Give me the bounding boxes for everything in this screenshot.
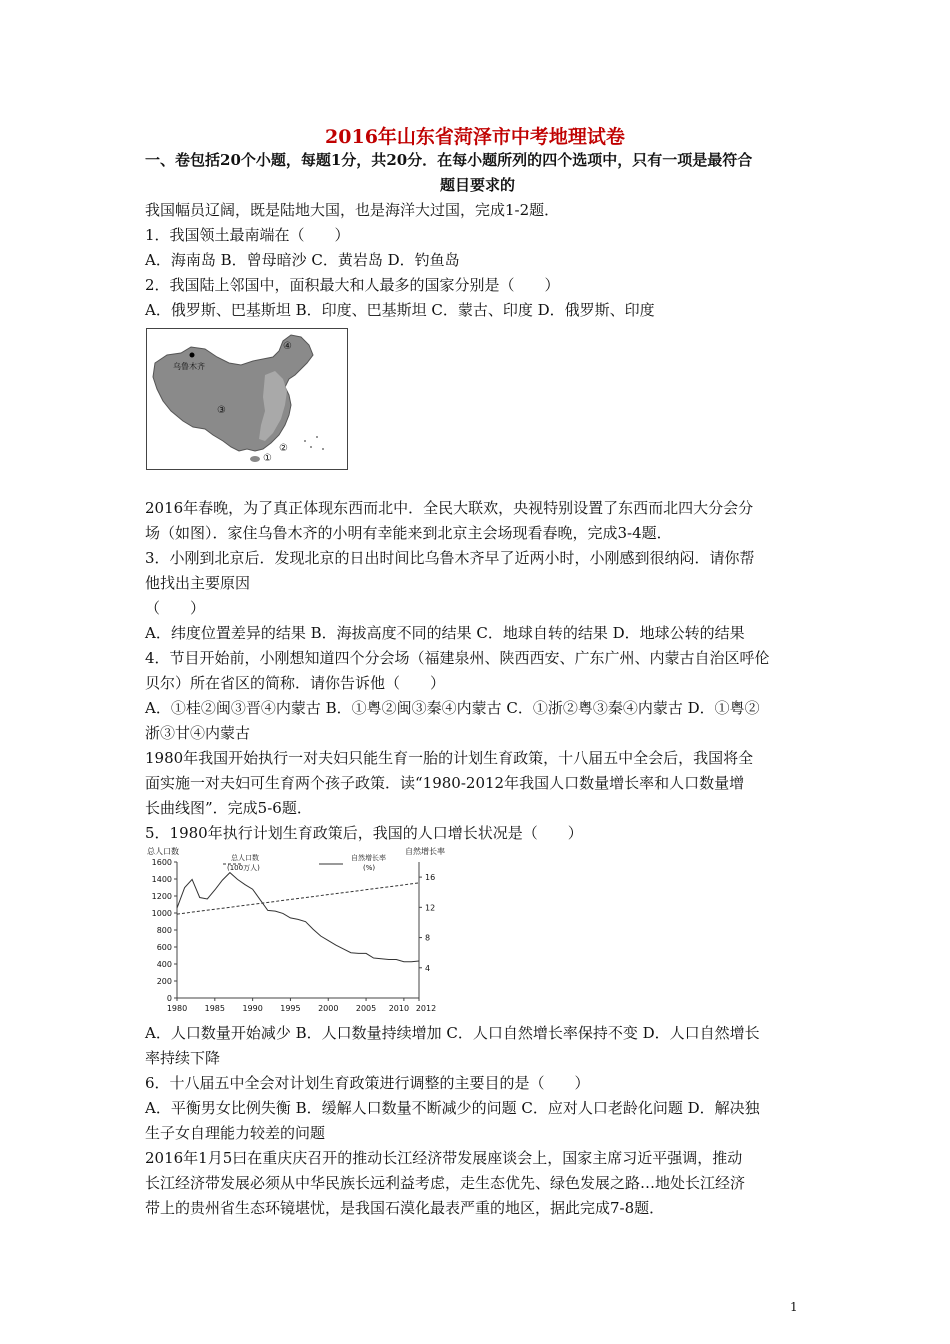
population-chart: [143, 844, 453, 1016]
x-tick-label: 1980: [166, 1004, 188, 1013]
right-tick-label: 8: [425, 933, 431, 943]
question-6-options-line1: A．平衡男女比例失衡 B．缓解人口数量不断减少的问题 C．应对人口老龄化问题 D．解决独: [145, 1099, 760, 1117]
intro-text-3-line1: 1980年我国开始执行一对夫妇只能生育一胎的计划生育政策，十八届五中全会后，我国将全: [145, 749, 754, 767]
intro-text-4-line3: 带上的贵州省生态环镜堪忧，是我国石漠化最表严重的地区，据此完成7-8题．: [145, 1199, 665, 1217]
question-1-options: A．海南岛 B．曾母暗沙 C．黄岩岛 D．钓鱼岛: [145, 251, 460, 269]
left-tick-label: 600: [156, 943, 172, 952]
page-title: 2016年山东省菏泽市中考地理试卷: [325, 126, 625, 148]
question-3-options: A．纬度位置差异的结果 B．海拔高度不同的结果 C．地球自转的结果 D．地球公转的结果: [145, 624, 745, 642]
x-tick-label: 1985: [204, 1004, 225, 1013]
question-4-options-line2: 浙③甘④内蒙古: [145, 724, 251, 742]
china-map-figure: [146, 328, 348, 470]
urumqi-dot: [190, 353, 195, 358]
growth-rate-series-line: [177, 873, 419, 962]
question-2-options: A．俄罗斯、巴基斯坦 B．印度、巴基斯坦 C．蒙古、印度 D．俄罗斯、印度: [145, 301, 655, 319]
marker-2: ②: [279, 443, 288, 454]
legend-growth-name: 自然增长率: [351, 854, 386, 862]
right-tick-label: 16: [425, 873, 436, 883]
legend-growth-unit: (%): [363, 864, 376, 872]
marker-1: ①: [263, 453, 272, 464]
question-3-line2: 他找出主要原因: [145, 574, 251, 592]
question-4-options-line1: A．①桂②闽③晋④内蒙古 B．①粤②闽③秦④内蒙古 C．①浙②粤③秦④内蒙古 D．①粤②: [145, 699, 760, 717]
intro-text-4-line2: 长江经济带发展必须从中华民族长远利益考虑，走生态优先、绿色发展之路…地处长江经济: [145, 1174, 746, 1192]
urumqi-label: 乌鲁木齐: [173, 362, 205, 371]
marker-4: ④: [283, 341, 292, 352]
x-tick-label: 2000: [318, 1004, 339, 1013]
right-axis-title: 自然增长率: [405, 847, 445, 856]
x-tick-label: 2010: [388, 1004, 410, 1013]
china-map-landmass: [153, 335, 313, 451]
question-6-options-line2: 生子女自理能力较差的问题: [145, 1124, 326, 1142]
question-6-stem: 6．十八届五中全会对计划生育政策进行调整的主要目的是（ ）: [145, 1074, 590, 1092]
question-5-stem: 5．1980年执行计划生育政策后，我国的人口增长状况是（ ）: [145, 824, 583, 842]
legend-population-unit: (100万人): [227, 864, 260, 872]
intro-text-2-line1: 2016年春晚，为了真正体现东西而北中．全民大联欢，央视特别设置了东西而北四大分会分: [145, 499, 754, 517]
population-series-line: [177, 883, 419, 914]
left-tick-label: 1200: [151, 892, 172, 901]
left-tick-label: 800: [156, 926, 172, 935]
question-1-stem: 1．我国领土最南端在（ ）: [145, 226, 350, 244]
left-tick-label: 400: [156, 960, 172, 969]
x-tick-label: 1995: [280, 1004, 301, 1013]
left-axis-title: 总人口数: [147, 847, 179, 856]
question-3-line3: （ ）: [145, 599, 206, 617]
intro-text-3-line3: 长曲线图”．完成5-6题．: [145, 799, 312, 817]
intro-text-1: 我国幅员辽阔，既是陆地大国，也是海洋大过国，完成1-2题．: [145, 201, 560, 219]
question-3-line1: 3．小刚到北京后．发现北京的日出时间比乌鲁木齐早了近两小时，小刚感到很纳闷．请你帮: [145, 549, 755, 567]
left-tick-label: 0: [166, 994, 172, 1003]
south-sea-island-2: [310, 446, 312, 448]
question-4-line2: 贝尔）所在省区的简称．请你告诉他（ ）: [145, 674, 446, 692]
hainan-island: [250, 456, 260, 462]
legend-population-name: 总人口数: [231, 854, 259, 862]
left-tick-label: 1600: [151, 858, 172, 867]
intro-text-4-line1: 2016年1月5曰在重庆庆召开的推动长江经济带发展座谈会上，国家主席习近平强调，推动: [145, 1149, 743, 1167]
south-sea-island-1: [304, 440, 306, 442]
x-tick-label: 2012: [415, 1004, 437, 1013]
left-tick-label: 1400: [151, 875, 172, 884]
south-sea-island-3: [316, 436, 318, 438]
right-tick-label: 4: [425, 963, 431, 973]
question-5-options-line2: 率持续下降: [145, 1049, 221, 1067]
intro-text-3-line2: 面实施一对夫妇可生育两个孩子政策．读“1980-2012年我国人口数量增长率和人口数量增: [145, 774, 745, 792]
question-4-line1: 4．节目开始前，小刚想知道四个分会场（福建泉州、陕西西安、广东广州、内蒙古自治区呼伦: [145, 649, 770, 667]
question-5-options-line1: A．人口数量开始减少 B．人口数量持续增加 C．人口自然增长率保持不变 D．人口自然增长: [145, 1024, 760, 1042]
south-sea-island-4: [322, 448, 324, 450]
left-tick-label: 1000: [151, 909, 172, 918]
intro-text-2-line2: 场（如图）．家住乌鲁木齐的小明有幸能来到北京主会场现看春晚，完成3-4题．: [145, 524, 672, 542]
china-map: [147, 329, 347, 469]
x-tick-label: 1990: [242, 1004, 263, 1013]
marker-3: ③: [217, 405, 226, 416]
page-number: 1: [790, 1300, 798, 1314]
right-tick-label: 12: [425, 903, 436, 913]
section-heading: [145, 148, 810, 198]
left-tick-label: 200: [156, 977, 172, 986]
x-tick-label: 2005: [355, 1004, 377, 1013]
section-heading-line1: 一、卷包括20个小题，每题1分，共20分．在每小题所列的四个选项中，只有一项是最符合: [145, 151, 753, 169]
question-2-stem: 2．我国陆上邻国中，面积最大和人最多的国家分别是（ ）: [145, 276, 560, 294]
section-heading-line2: 题目要求的: [439, 176, 515, 194]
